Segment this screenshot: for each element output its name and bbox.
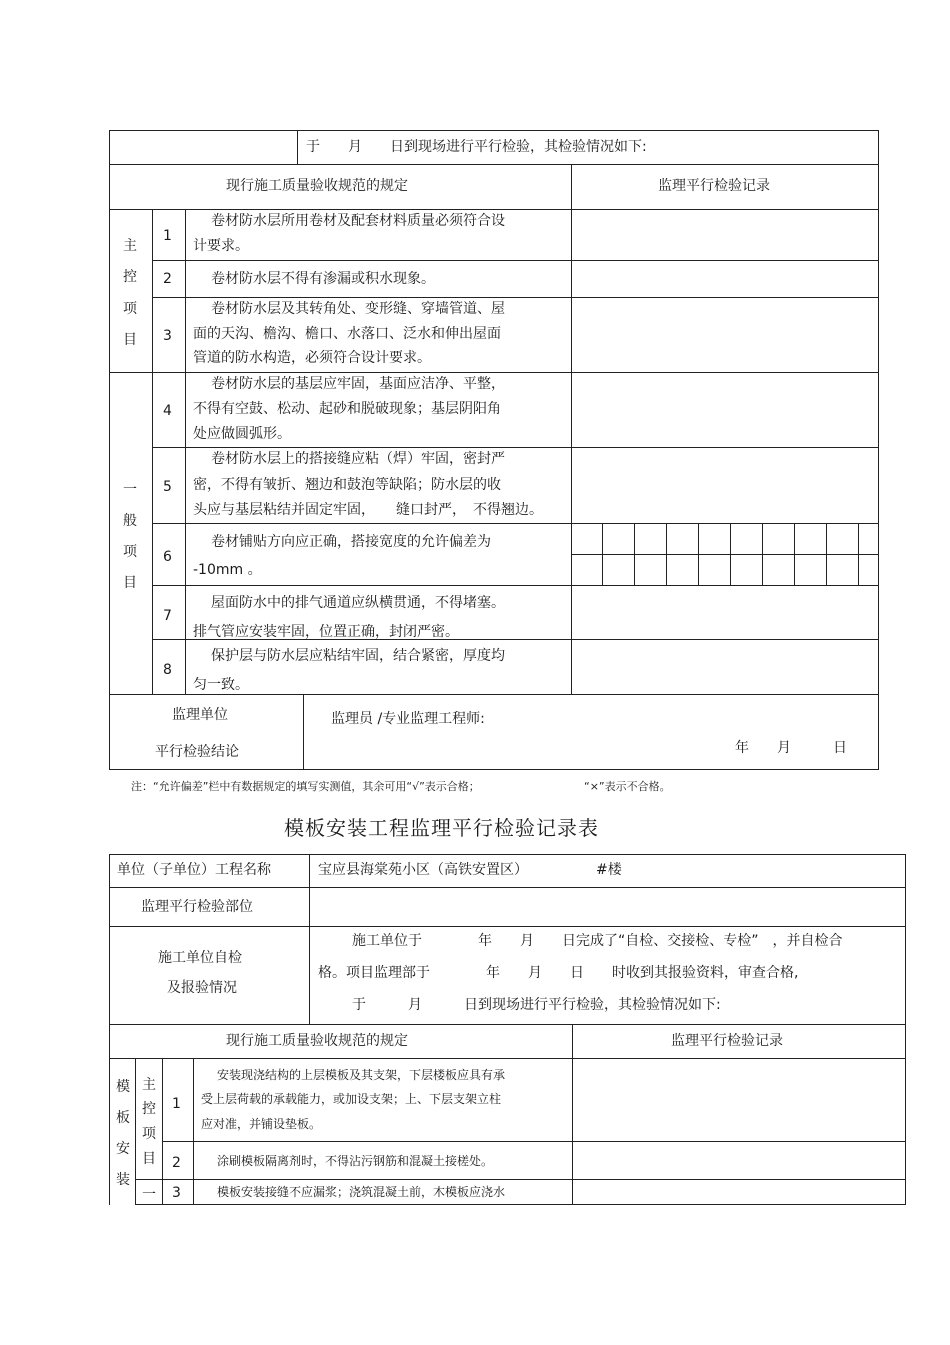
item-number: 1 <box>172 1096 181 1112</box>
general-label-char: 一 <box>123 482 137 498</box>
self-text: 于 月 日到现场进行平行检验，其检验情况如下: <box>352 997 721 1013</box>
item-text: 模板安装接缝不应漏浆；浇筑混凝土前，木模板应浇水 <box>217 1185 506 1199</box>
item-number: 2 <box>172 1155 181 1171</box>
record-header: 监理平行检验记录 <box>671 1033 783 1049</box>
intro-row-divider <box>297 130 298 164</box>
item-number: 2 <box>163 271 172 287</box>
general-label-char: 目 <box>123 575 137 591</box>
self-text: 施工单位于 年 月 日完成了“自检、交接检、专检” ，并自检合 <box>352 933 843 949</box>
item-text: 面的天沟、檐沟、檐口、水落口、泛水和伸出屋面 <box>193 326 501 342</box>
item-text: 排气管应安装牢固，位置正确，封闭严密。 <box>193 624 459 640</box>
self-label: 施工单位自检 <box>158 950 242 966</box>
intro-line: 于 月 日到现场进行平行检验，其检验情况如下: <box>306 139 647 155</box>
item-text: -10mm 。 <box>193 562 262 578</box>
row-line <box>109 887 906 888</box>
item-text: 密，不得有皱折、翘边和鼓泡等缺陷；防水层的收 <box>193 477 501 493</box>
item-text: 卷材防水层所用卷材及配套材料质量必须符合设 <box>211 213 505 229</box>
item-text: 卷材防水层及其转角处、变形缝、穿墙管道、屋 <box>211 301 505 317</box>
item-text: 卷材防水层不得有渗漏或积水现象。 <box>211 271 435 287</box>
main-label-char: 主 <box>123 238 137 254</box>
row-line <box>109 164 879 165</box>
item-number: 8 <box>163 662 172 678</box>
item-number: 4 <box>163 403 172 419</box>
main-label-char: 目 <box>123 332 137 348</box>
spec-header: 现行施工质量验收规范的规定 <box>226 178 408 194</box>
col-divider <box>303 694 304 770</box>
self-text: 格。项目监理部于 年 月 日 时收到其报验资料，审查合格, <box>318 965 799 981</box>
item-number: 3 <box>163 328 172 344</box>
part-label: 监理平行检验部位 <box>141 899 253 915</box>
main-label-char: 控 <box>123 269 137 285</box>
item-text: 受上层荷载的承载能力，或加设支架；上、下层支架立柱 <box>201 1092 502 1106</box>
item-text: 卷材防水层上的搭接缝应粘（焊）牢固，密封严 <box>211 451 505 467</box>
row-line <box>109 926 906 927</box>
general-label-char: 项 <box>123 544 137 560</box>
main-label-char: 项 <box>123 301 137 317</box>
row-line <box>152 297 879 298</box>
conclusion-label: 监理单位 <box>172 707 228 723</box>
row-line <box>109 1024 906 1025</box>
unit-suffix: #楼 <box>596 862 622 878</box>
main-label-char: 目 <box>142 1151 156 1167</box>
item-number: 7 <box>163 608 172 624</box>
row-line <box>162 1141 906 1142</box>
row-line <box>109 209 879 210</box>
row-line <box>135 1179 906 1180</box>
row-line <box>152 447 879 448</box>
col-divider <box>162 1058 163 1205</box>
item-text: 管道的防水构造，必须符合设计要求。 <box>193 350 431 366</box>
item-text: 卷材防水层的基层应牢固，基面应洁净、平整， <box>211 376 505 392</box>
outer-label-char: 板 <box>116 1110 130 1126</box>
item-text: 不得有空鼓、松动、起砂和脱破现象；基层阴阳角 <box>193 401 501 417</box>
general-label-char: 一 <box>142 1187 156 1203</box>
item-text: 应对准，并铺设垫板。 <box>201 1117 322 1131</box>
col-divider <box>572 1024 573 1205</box>
col-divider <box>185 209 186 694</box>
item-text: 卷材铺贴方向应正确，搭接宽度的允许偏差为 <box>211 534 491 550</box>
main-label-char: 控 <box>142 1101 156 1117</box>
main-label-char: 主 <box>142 1077 156 1093</box>
item-number: 5 <box>163 479 172 495</box>
engineer-label: 监理员 /专业监理工程师: <box>331 711 485 727</box>
col-divider <box>571 164 572 694</box>
row-line <box>109 694 879 695</box>
row-line <box>109 1058 906 1059</box>
row-line <box>135 1204 906 1205</box>
date-label: 年 月 日 <box>735 740 847 756</box>
self-label: 及报验情况 <box>167 980 237 996</box>
col-divider <box>135 1058 136 1205</box>
spec-header: 现行施工质量验收规范的规定 <box>226 1033 408 1049</box>
col-divider <box>309 854 310 1024</box>
unit-label: 单位（子单位）工程名称 <box>117 862 271 878</box>
outer-label-char: 安 <box>116 1141 130 1157</box>
general-label-char: 般 <box>123 513 137 529</box>
item-number: 1 <box>163 228 172 244</box>
outer-label-char: 装 <box>116 1172 130 1188</box>
item-text: 安装现浇结构的上层模板及其支架，下层楼板应具有承 <box>217 1068 506 1082</box>
item-number: 3 <box>172 1185 181 1201</box>
item-text: 处应做圆弧形。 <box>193 426 291 442</box>
item-text: 保护层与防水层应粘结牢固，结合紧密，厚度均 <box>211 648 505 664</box>
col-divider <box>152 209 153 694</box>
item-number: 6 <box>163 549 172 565</box>
item-text: 屋面防水中的排气通道应纵横贯通，不得堵塞。 <box>211 595 505 611</box>
item-text: 涂刷模板隔离剂时，不得沾污钢筋和混凝土接槎处。 <box>217 1154 494 1168</box>
item-text: 匀一致。 <box>193 677 249 693</box>
row-line <box>109 372 879 373</box>
row-line <box>152 260 879 261</box>
conclusion-label: 平行检验结论 <box>155 744 239 760</box>
note-text: 注：“允许偏差”栏中有数据规定的填写实测值，其余可用“√”表示合格； <box>131 780 480 793</box>
note-text: “×”表示不合格。 <box>584 780 671 793</box>
col-divider <box>193 1058 194 1205</box>
item-text: 头应与基层粘结并固定牢固， 缝口封严， 不得翘边。 <box>193 502 543 518</box>
tolerance-grid <box>571 523 879 585</box>
record-header: 监理平行检验记录 <box>658 178 770 194</box>
page-title: 模板安装工程监理平行检验记录表 <box>284 816 599 840</box>
unit-value: 宝应县海棠苑小区（高铁安置区） <box>318 862 528 878</box>
row-line <box>152 585 879 586</box>
outer-label-char: 模 <box>116 1079 130 1095</box>
item-text: 计要求。 <box>193 238 249 254</box>
main-label-char: 项 <box>142 1126 156 1142</box>
